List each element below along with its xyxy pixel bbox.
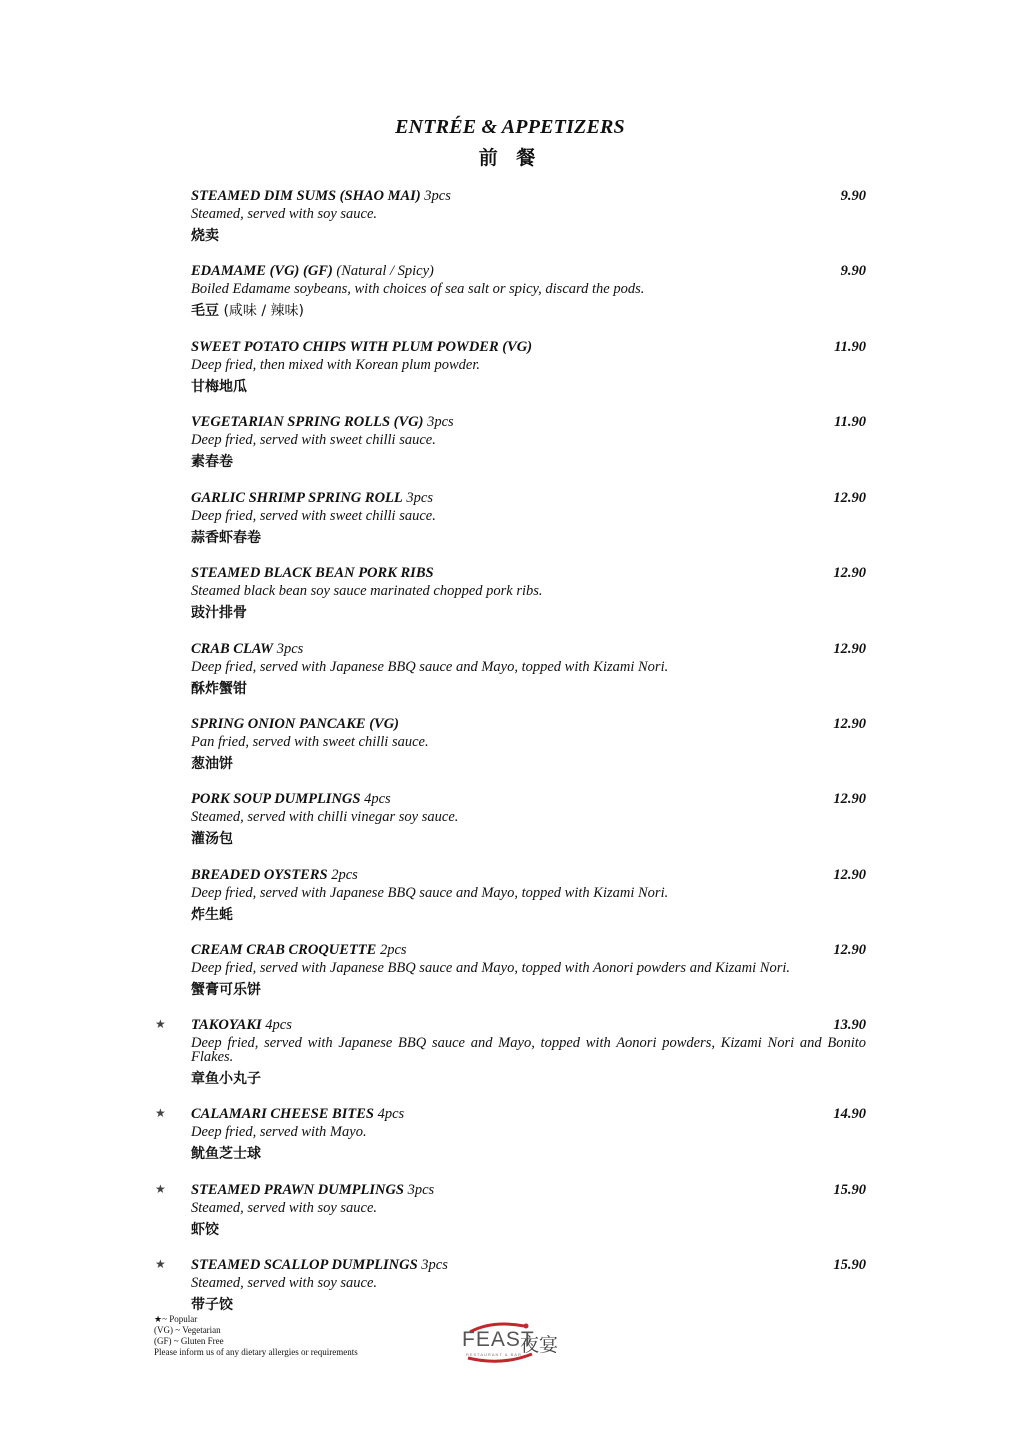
menu-item-name: SPRING ONION PANCAKE (VG): [191, 716, 399, 732]
menu-item-chinese-label: 带子饺: [191, 1297, 233, 1313]
logo-text: FEAST: [462, 1328, 535, 1351]
menu-item-qty: 4pcs: [360, 791, 391, 807]
menu-item-price: 12.90: [833, 942, 866, 958]
menu-item-chinese-label: 灌汤包: [191, 831, 233, 847]
menu-item-name: GARLIC SHRIMP SPRING ROLL: [191, 490, 403, 506]
menu-title-chinese: 前 餐: [478, 147, 542, 169]
logo-subtitle: RESTAURANT & BAR: [466, 1352, 522, 1357]
menu-item-header: [191, 791, 866, 810]
menu-item-chinese-label: 豉汁排骨: [191, 605, 247, 621]
legend-allergy-note: Please inform us of any dietary allergies or requirements: [154, 1347, 358, 1357]
popular-star-icon: ★: [155, 1257, 166, 1271]
menu-item-chinese-name: [191, 753, 866, 773]
menu-item-chinese-name: [191, 300, 866, 320]
menu-item: [191, 565, 866, 622]
menu-item-qty: 2pcs: [376, 942, 407, 958]
menu-item-price: 12.90: [833, 565, 866, 581]
menu-item-chinese-options: (咸味 / 辣味): [219, 303, 304, 319]
logo-chinese: 夜宴: [520, 1334, 559, 1356]
menu-item-price: 12.90: [833, 716, 866, 732]
menu-item: [155, 1257, 866, 1314]
menu-item: [191, 716, 866, 773]
menu-item-chinese-name: [191, 1068, 866, 1088]
menu-item: [191, 942, 866, 999]
menu-item-price: 12.90: [833, 641, 866, 657]
menu-item-qty: 3pcs: [417, 1257, 448, 1273]
menu-item-qty: 3pcs: [402, 490, 433, 506]
menu-item-qty: 4pcs: [261, 1017, 292, 1033]
menu-item-name: STEAMED BLACK BEAN PORK RIBS: [191, 565, 434, 581]
legend-gluten-free: (GF) ~ Gluten Free: [154, 1336, 224, 1346]
menu-item-name: STEAMED PRAWN DUMPLINGS: [191, 1182, 404, 1198]
menu-item-description: Steamed, served with soy sauce.: [191, 1275, 378, 1291]
menu-item-header: [191, 1106, 866, 1125]
menu-item-header: [191, 565, 866, 584]
menu-item-description: Deep fried, served with Japanese BBQ sauce and Mayo, topped with Kizami Nori.: [191, 885, 669, 901]
menu-item-price: 9.90: [840, 188, 866, 204]
menu-item-price: 11.90: [834, 339, 866, 355]
menu-item-chinese-label: 蒜香虾春卷: [191, 530, 261, 546]
menu-item-header: [191, 490, 866, 509]
menu-item-qty: (Natural / Spicy): [332, 263, 434, 279]
legend-popular: ★~ Popular: [154, 1314, 198, 1324]
menu-item: [191, 188, 866, 245]
menu-item: [155, 1182, 866, 1239]
menu-item: [191, 490, 866, 547]
menu-item-description: Steamed, served with soy sauce.: [191, 206, 378, 222]
menu-item-name: VEGETARIAN SPRING ROLLS (VG): [191, 414, 424, 430]
legend-vegetarian: (VG) ~ Vegetarian: [154, 1325, 221, 1335]
menu-item-header: [191, 1182, 866, 1201]
menu-item: [191, 414, 866, 471]
menu-item-qty: 2pcs: [327, 867, 358, 883]
restaurant-logo: [462, 1318, 558, 1364]
menu-item: [191, 641, 866, 698]
menu-item-chinese-name: [191, 1219, 866, 1239]
menu-item: [155, 1106, 866, 1163]
menu-item-description: Steamed black bean soy sauce marinated chopped pork ribs.: [191, 583, 543, 599]
menu-item-chinese-label: 烧卖: [191, 228, 219, 244]
popular-star-icon: ★: [155, 1182, 166, 1196]
menu-item-price: 9.90: [840, 263, 866, 279]
menu-item-description: Steamed, served with soy sauce.: [191, 1200, 378, 1216]
menu-item-chinese-name: [191, 602, 866, 622]
menu-item-name: TAKOYAKI: [191, 1017, 262, 1033]
menu-item-chinese-label: 酥炸蟹钳: [191, 681, 247, 697]
menu-item-description: Steamed, served with chilli vinegar soy sauce.: [191, 809, 459, 825]
menu-item-chinese-label: 虾饺: [191, 1222, 219, 1238]
menu-legend: [154, 1314, 358, 1358]
menu-item-name: CREAM CRAB CROQUETTE: [191, 942, 377, 958]
menu-item-description: Deep fried, then mixed with Korean plum powder.: [191, 357, 481, 373]
menu-item-chinese-label: 毛豆: [191, 303, 219, 319]
menu-item-price: 15.90: [833, 1257, 866, 1273]
menu-item-name: STEAMED DIM SUMS (SHAO MAI): [191, 188, 421, 204]
menu-title: ENTRÉE & APPETIZERS: [395, 116, 625, 138]
menu-item-qty: 3pcs: [420, 188, 451, 204]
menu-item-description: Deep fried, served with Japanese BBQ sauce and Mayo, topped with Kizami Nori.: [191, 659, 669, 675]
menu-item-header: [191, 641, 866, 660]
menu-item-description: Pan fried, served with sweet chilli sauce.: [191, 734, 429, 750]
menu-item-chinese-label: 葱油饼: [191, 756, 233, 772]
menu-item-header: [191, 263, 866, 282]
menu-item-header: [191, 1257, 866, 1276]
menu-item-qty: 3pcs: [423, 414, 454, 430]
menu-item-header: [191, 867, 866, 886]
menu-item-chinese-label: 甘梅地瓜: [191, 379, 247, 395]
menu-item: [191, 867, 866, 924]
menu-item-chinese-name: [191, 1143, 866, 1163]
menu-item: [191, 339, 866, 396]
menu-item-chinese-name: [191, 828, 866, 848]
menu-item-chinese-name: [191, 678, 866, 698]
popular-star-icon: ★: [155, 1017, 166, 1031]
menu-item-name: EDAMAME (VG) (GF): [191, 263, 333, 279]
menu-item-description: Deep fried, served with Mayo.: [191, 1124, 367, 1140]
menu-item-qty: 3pcs: [273, 641, 304, 657]
menu-item-price: 12.90: [833, 490, 866, 506]
menu-item-description: Deep fried, served with sweet chilli sauce.: [191, 432, 436, 448]
menu-item-chinese-label: 素春卷: [191, 454, 233, 470]
menu-item-header: [191, 339, 866, 358]
popular-star-icon: ★: [155, 1106, 166, 1120]
menu-item-name: BREADED OYSTERS: [191, 867, 328, 883]
menu-item-price: 13.90: [833, 1017, 866, 1033]
menu-item-price: 14.90: [833, 1106, 866, 1122]
menu-item-description: Boiled Edamame soybeans, with choices of sea salt or spicy, discard the pods.: [191, 281, 645, 297]
menu-item-chinese-label: 章鱼小丸子: [191, 1071, 261, 1087]
menu-item-header: [191, 942, 866, 961]
menu-item-chinese-name: [191, 904, 866, 924]
menu-item-name: CALAMARI CHEESE BITES: [191, 1106, 374, 1122]
menu-item-name: CRAB CLAW: [191, 641, 274, 657]
menu-item-header: [191, 716, 866, 735]
menu-item-chinese-label: 鱿鱼芝士球: [191, 1146, 261, 1162]
menu-item-qty: 4pcs: [373, 1106, 405, 1122]
menu-item-chinese-name: [191, 451, 866, 471]
menu-item-chinese-name: [191, 979, 866, 999]
menu-item-price: 15.90: [833, 1182, 866, 1198]
menu-item-description: Deep fried, served with Japanese BBQ sauce and Mayo, topped with Aonori powders and Kizami Nori.: [191, 960, 791, 976]
menu-item: [191, 263, 866, 320]
menu-item-header: [191, 188, 866, 207]
menu-item-chinese-name: [191, 527, 866, 547]
menu-item-chinese-label: 蟹膏可乐饼: [191, 982, 261, 998]
menu-item-qty: 3pcs: [403, 1182, 435, 1198]
menu-item-price: 12.90: [833, 791, 866, 807]
menu-item-description: Deep fried, served with sweet chilli sauce.: [191, 508, 436, 524]
menu-item-description: Deep fried, served with Japanese BBQ sauce and Mayo, topped with Aonori powders, Kizami Nori and Bonito Flakes.: [191, 1035, 866, 1065]
menu-item-chinese-name: [191, 1294, 866, 1314]
menu-item-price: 11.90: [834, 414, 866, 430]
menu-item-chinese-name: [191, 225, 866, 245]
menu-item-name: PORK SOUP DUMPLINGS: [191, 791, 361, 807]
menu-item: [155, 1017, 866, 1088]
menu-item-name: STEAMED SCALLOP DUMPLINGS: [191, 1257, 418, 1273]
menu-item-header: [191, 414, 866, 433]
menu-item-name: SWEET POTATO CHIPS WITH PLUM POWDER (VG): [191, 339, 533, 355]
menu-item-price: 12.90: [833, 867, 866, 883]
menu-item-header: [191, 1017, 866, 1036]
menu-item: [191, 791, 866, 848]
menu-item-chinese-label: 炸生蚝: [191, 907, 233, 923]
menu-item-chinese-name: [191, 376, 866, 396]
